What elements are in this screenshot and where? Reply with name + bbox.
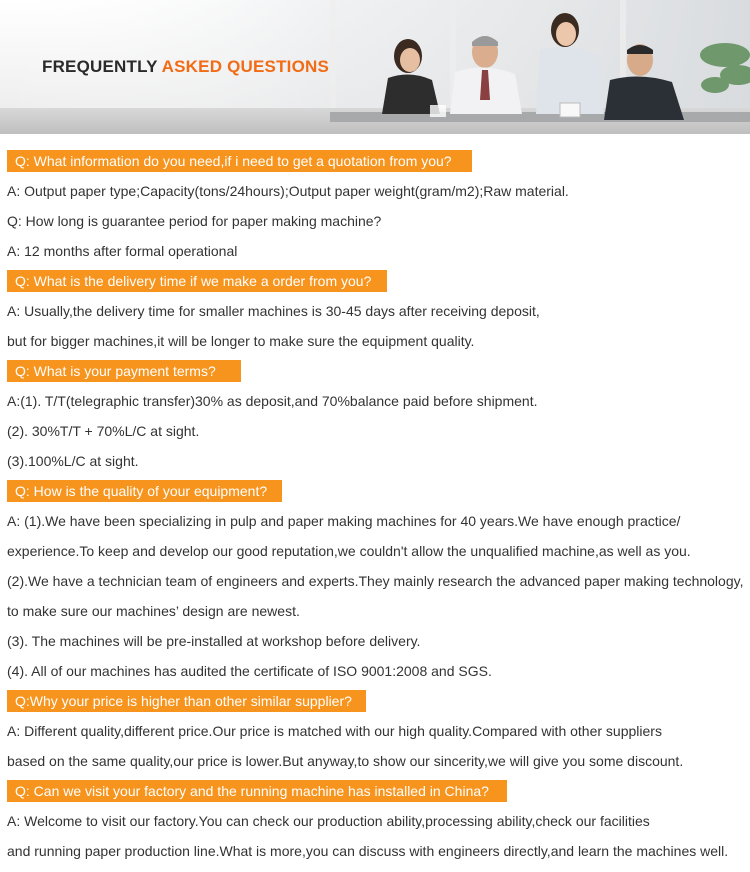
- faq-answer-4-line-1: A:(1). T/T(telegraphic transfer)30% as deposit,and 70%balance paid before shipment.: [7, 393, 538, 409]
- faq-banner: [0, 0, 750, 134]
- faq-answer-5-line-6: (4). All of our machines has audited the certificate of ISO 9001:2008 and SGS.: [7, 663, 492, 679]
- faq-answer-5-line-1: A: (1).We have been specializing in pulp and paper making machines for 40 years.We have enough practice/: [7, 513, 681, 529]
- faq-question-2: Q: How long is guarantee period for paper making machine?: [7, 213, 382, 229]
- faq-answer-6-line-1: A: Different quality,different price.Our price is matched with our high quality.Compared with other suppliers: [7, 723, 662, 739]
- faq-answer-5-line-4: to make sure our machines’ design are newest.: [7, 603, 300, 619]
- faq-question-3: Q: What is the delivery time if we make a order from you?: [7, 270, 387, 292]
- page-title: [42, 57, 329, 77]
- faq-question-7: Q: Can we visit your factory and the running machine has installed in China?: [7, 780, 507, 802]
- faq-answer-6-line-2: based on the same quality,our price is lower.But anyway,to show our sincerity,we will give you some discount.: [7, 753, 684, 769]
- faq-answer-7-line-1: A: Welcome to visit our factory.You can check our production ability,processing ability,check our facilities: [7, 813, 650, 829]
- faq-question-4: Q: What is your payment terms?: [7, 360, 241, 382]
- faq-answer-1: A: Output paper type;Capacity(tons/24hours);Output paper weight(gram/m2);Raw material.: [7, 183, 569, 199]
- faq-answer-5-line-3: (2).We have a technician team of engineers and experts.They mainly research the advanced paper making technology,: [7, 573, 744, 589]
- faq-answer-4-line-3: (3).100%L/C at sight.: [7, 453, 139, 469]
- faq-answer-3-line-1: A: Usually,the delivery time for smaller machines is 30-45 days after receiving deposit,: [7, 303, 540, 319]
- faq-answer-5-line-5: (3). The machines will be pre-installed at workshop before delivery.: [7, 633, 421, 649]
- faq-answer-5-line-2: experience.To keep and develop our good reputation,we couldn't allow the unqualified machine,as well as you.: [7, 543, 691, 559]
- faq-answer-7-line-2: and running paper production line.What is more,you can discuss with engineers directly,and learn the machines well.: [7, 843, 729, 859]
- faq-answer-3-line-2: but for bigger machines,it will be longer to make sure the equipment quality.: [7, 333, 475, 349]
- title-part-asked-questions: ASKED QUESTIONS: [161, 57, 330, 76]
- title-part-frequently: FREQUENTLY: [42, 57, 158, 76]
- faq-question-1: Q: What information do you need,if i need to get a quotation from you?: [7, 150, 472, 172]
- faq-question-6: Q:Why your price is higher than other similar supplier?: [7, 690, 366, 712]
- faq-answer-4-line-2: (2). 30%T/T + 70%L/C at sight.: [7, 423, 200, 439]
- faq-question-5: Q: How is the quality of your equipment?: [7, 480, 282, 502]
- faq-answer-2: A: 12 months after formal operational: [7, 243, 238, 259]
